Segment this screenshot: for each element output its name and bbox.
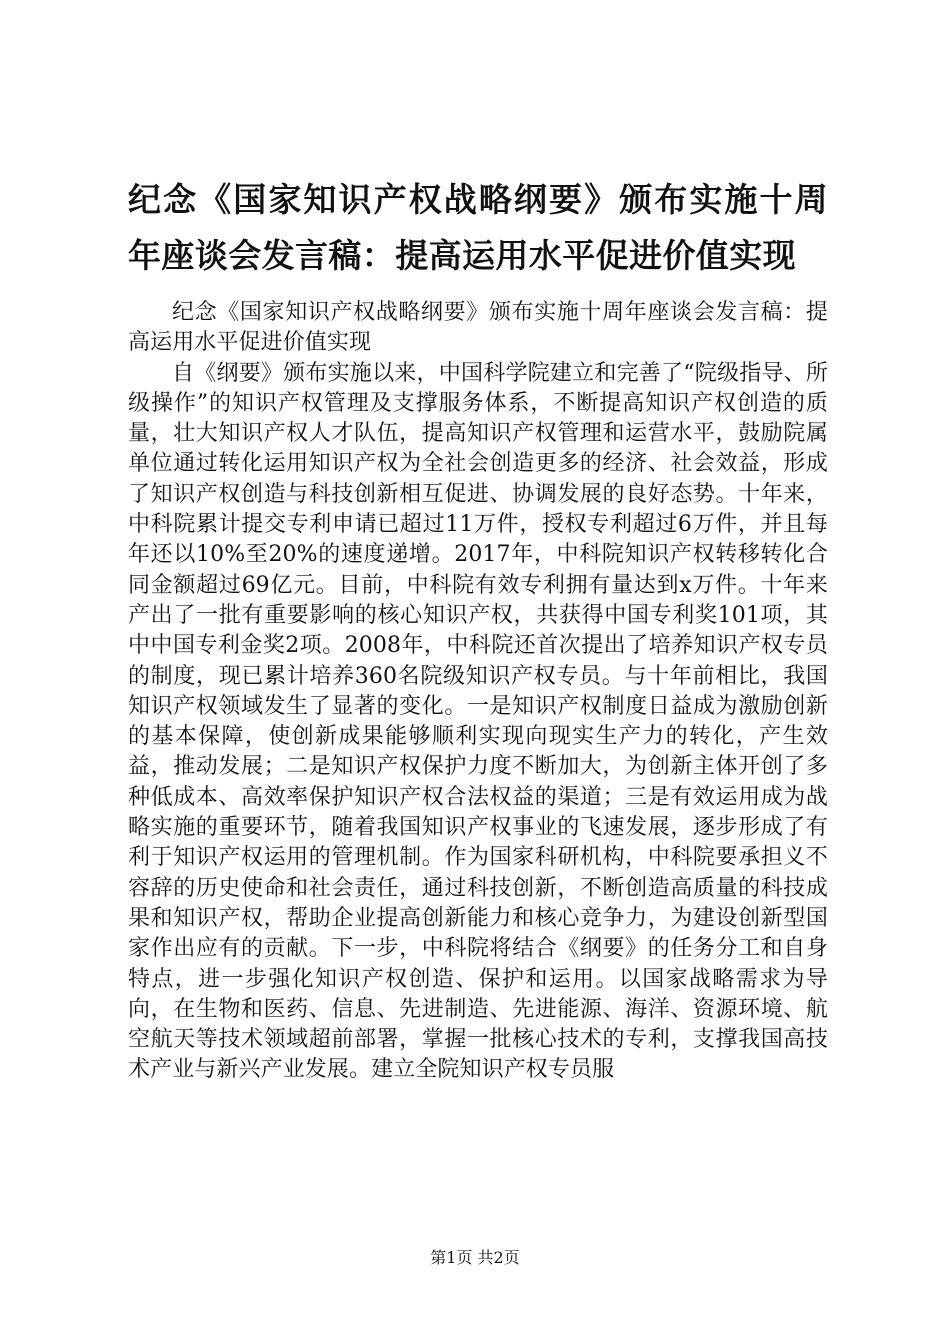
subtitle-paragraph: 纪念《国家知识产权战略纲要》颁布实施十周年座谈会发言稿：提高运用水平促进价值实现 (128, 300, 828, 356)
body-paragraph: 自《纲要》颁布实施以来，中国科学院建立和完善了“院级指导、所级操作”的知识产权管理及支撑服务体系，不断提高知识产权创造的质量，壮大知识产权人才队伍，提高知识产权管理和运营水平，鼓励院属单位通过转化运用知识产权为全社会创造更多的经济、社会效益，形成了知识产权创造与科技创新相互促进、协调发展的良好态势。十年来，中科院累计提交专利申请已超过11万件，授权专利超过6万件，并且每年还以10%至20%的速度递增。2017年，中科院知识产权转移转化合同金额超过69亿元。目前，中科院有效专利拥有量达到x万件。十年来产出了一批有重要影响的核心知识产权，共获得中国专利奖101项，其中中国专利金奖2项。2008年，中科院还首次提出了培养知识产权专员的制度，现已累计培养360名院级知识产权专员。与十年前相比，我国知识产权领域发生了显著的变化。一是知识产权制度日益成为激励创新的基本保障，使创新成果能够顺利实现向现实生产力的转化，产生效益，推动发展；二是知识产权保护力度不断加大，为创新主体开创了多种低成本、高效率保护知识产权合法权益的渠道；三是有效运用成为战略实施的重要环节，随着我国知识产权事业的飞速发展，逐步形成了有利于知识产权运用的管理机制。作为国家科研机构，中科院要承担义不容辞的历史使命和社会责任，通过科技创新，不断创造高质量的科技成果和知识产权，帮助企业提高创新能力和核心竞争力，为建设创新型国家作出应有的贡献。下一步，中科院将结合《纲要》的任务分工和自身特点，进一步强化知识产权创造、保护和运用。以国家战略需求为导向，在生物和医药、信息、先进制造、先进能源、海洋、资源环境、航空航天等技术领域超前部署，掌握一批核心技术的专利，支撑我国高技术产业与新兴产业发展。建立全院知识产权专员服 (128, 360, 828, 1083)
document-title: 纪念《国家知识产权战略纲要》颁布实施十周年座谈会发言稿：提高运用水平促进价值实现 (128, 180, 828, 275)
page-number-footer: 第1页 共2页 (430, 1248, 520, 1267)
document-body (128, 298, 828, 1086)
